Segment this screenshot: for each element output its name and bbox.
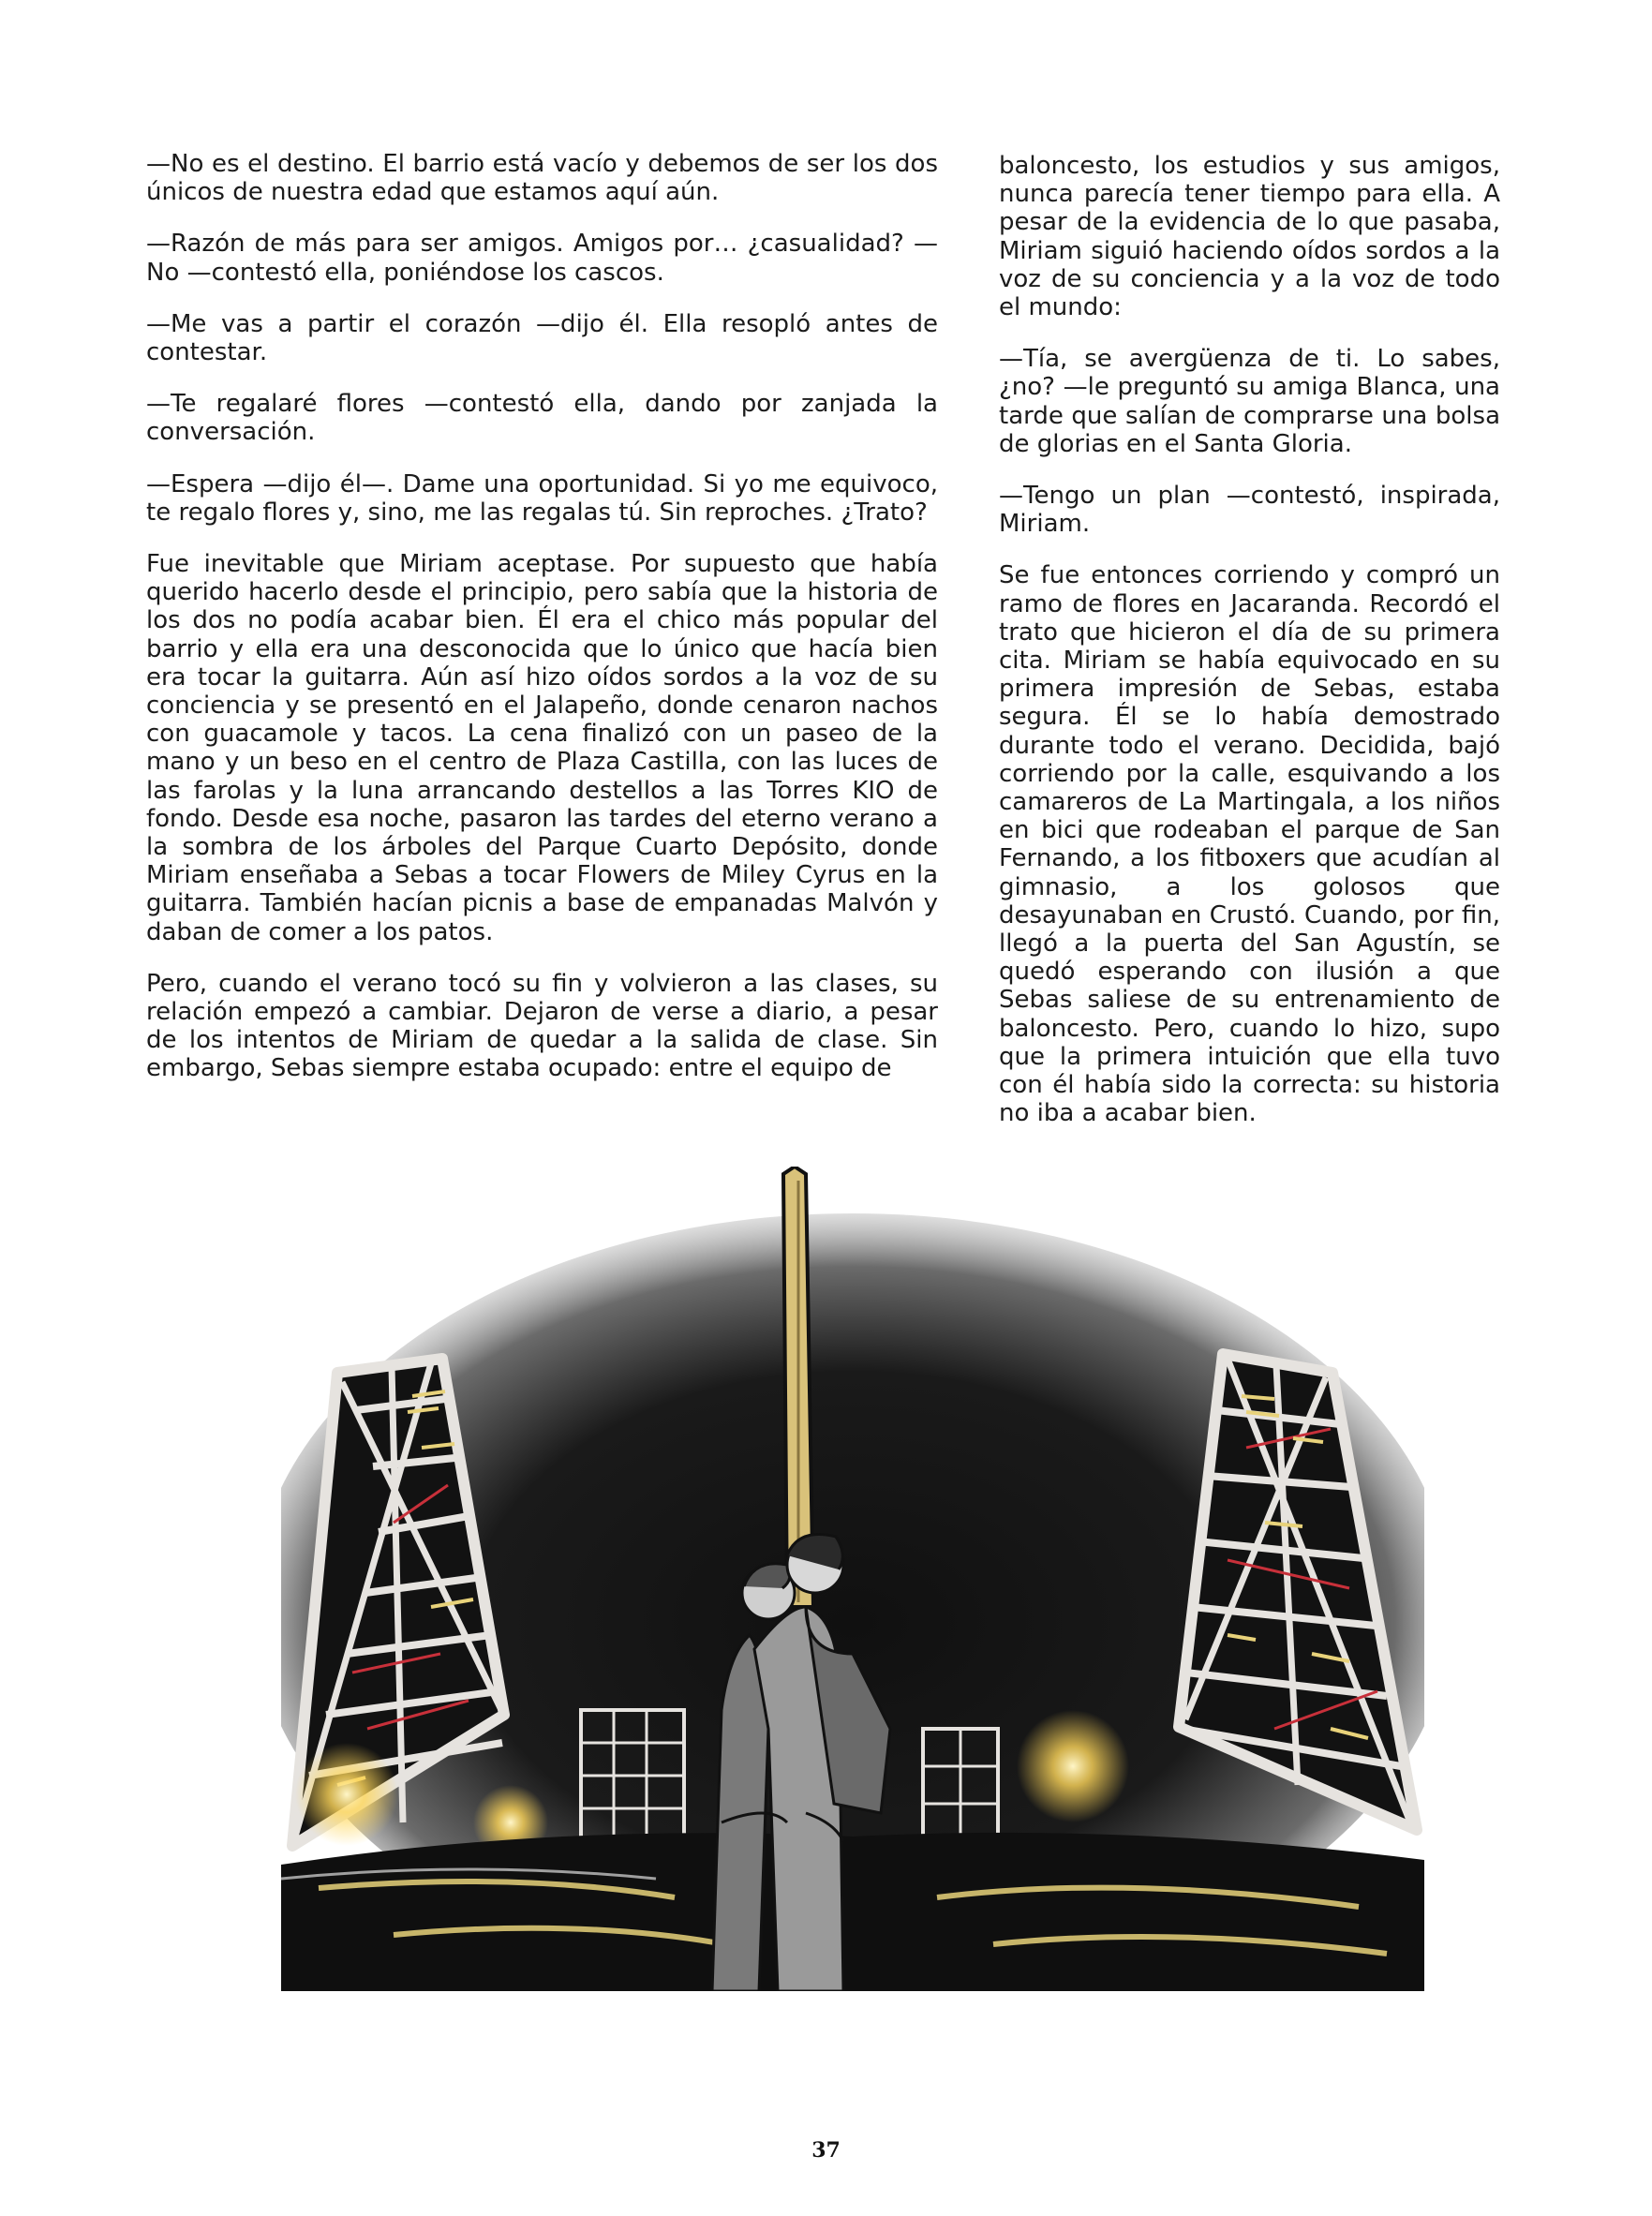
paragraph: —Razón de más para ser amigos. Amigos por… ¿casualidad? —No —contestó ella, poniéndose los cascos. <box>146 230 938 287</box>
night-scene-illustration <box>281 1167 1424 1991</box>
left-text-column <box>146 150 938 1083</box>
paragraph: baloncesto, los estudios y sus amigos, nunca parecía tener tiempo para ella. A pesar de la evidencia de lo que pasaba, Miriam siguió haciendo oídos sordos a la voz de su conciencia y a la voz de todo el mundo: <box>999 152 1500 322</box>
street-lamp-glow <box>295 1743 398 1846</box>
paragraph: —Espera —dijo él—. Dame una oportunidad. Si yo me equivoco, te regalo flores y, sino, me las regalas tú. Sin reproches. ¿Trato? <box>146 469 938 527</box>
ground <box>281 1833 1424 1991</box>
paragraph: Fue inevitable que Miriam aceptase. Por supuesto que había querido hacerlo desde el principio, pero sabía que la historia de los dos no podía acabar bien. Él era el chico más popular del barrio y ella era una desconocida que lo único que hacía bien era tocar la guitarra. Aún así hizo oídos sordos a la voz de su conciencia y se presentó en el Jalapeño, donde cenaron nachos con guacamole y tacos. La cena finalizó con un paseo de la mano y un beso en el centro de Plaza Castilla, con las luces de las farolas y la luna arrancando destellos a las Torres KIO de fondo. Desde esa noche, pasaron las tardes del eterno verano a la sombra de los árboles del Parque Cuarto Depósito, donde Miriam enseñaba a Sebas a tocar Flowers de Miley Cyrus en la guitarra. También hacían picnis a base de empanadas Malvón y daban de comer a los patos. <box>146 550 938 946</box>
page-number: 37 <box>811 2138 841 2163</box>
paragraph: —Me vas a partir el corazón —dijo él. Ella resopló antes de contestar. <box>146 309 938 367</box>
paragraph: —No es el destino. El barrio está vacío y debemos de ser los dos únicos de nuestra edad que estamos aquí aún. <box>146 150 938 207</box>
paragraph: —Tía, se avergüenza de ti. Lo sabes, ¿no? —le preguntó su amiga Blanca, una tarde que salían de comprarse una bolsa de glorias en el Santa Gloria. <box>999 345 1500 458</box>
street-lamp-glow <box>1017 1710 1129 1822</box>
right-text-column <box>999 152 1500 1128</box>
paragraph: —Te regalaré flores —contestó ella, dando por zanjada la conversación. <box>146 390 938 447</box>
paragraph: Pero, cuando el verano tocó su fin y volvieron a las clases, su relación empezó a cambiar. Dejaron de verse a diario, a pesar de los intentos de Miriam de quedar a la salida de clase. Sin embargo, Sebas siempre estaba ocupado: entre el equipo de <box>146 969 938 1083</box>
paragraph: —Tengo un plan —contestó, inspirada, Miriam. <box>999 482 1500 539</box>
paragraph: Se fue entonces corriendo y compró un ramo de flores en Jacaranda. Recordó el trato que hicieron el día de su primera cita. Miriam se había equivocado en su primera impresión de Sebas, estaba segura. Él se lo había demostrado durante todo el verano. Decidida, bajó corriendo por la calle, esquivando a los camareros de La Martingala, a los niños en bici que rodeaban el parque de San Fernando, a los fitboxers que acudían al gimnasio, a los golosos que desayunaban en Crustó. Cuando, por fin, llegó a la puerta del San Agustín, se quedó esperando con ilusión a que Sebas saliese de su entrenamiento de baloncesto. Pero, cuando lo hizo, supo que la primera intuición que ella tuvo con él había sido la correcta: su historia no iba a acabar bien. <box>999 561 1500 1128</box>
